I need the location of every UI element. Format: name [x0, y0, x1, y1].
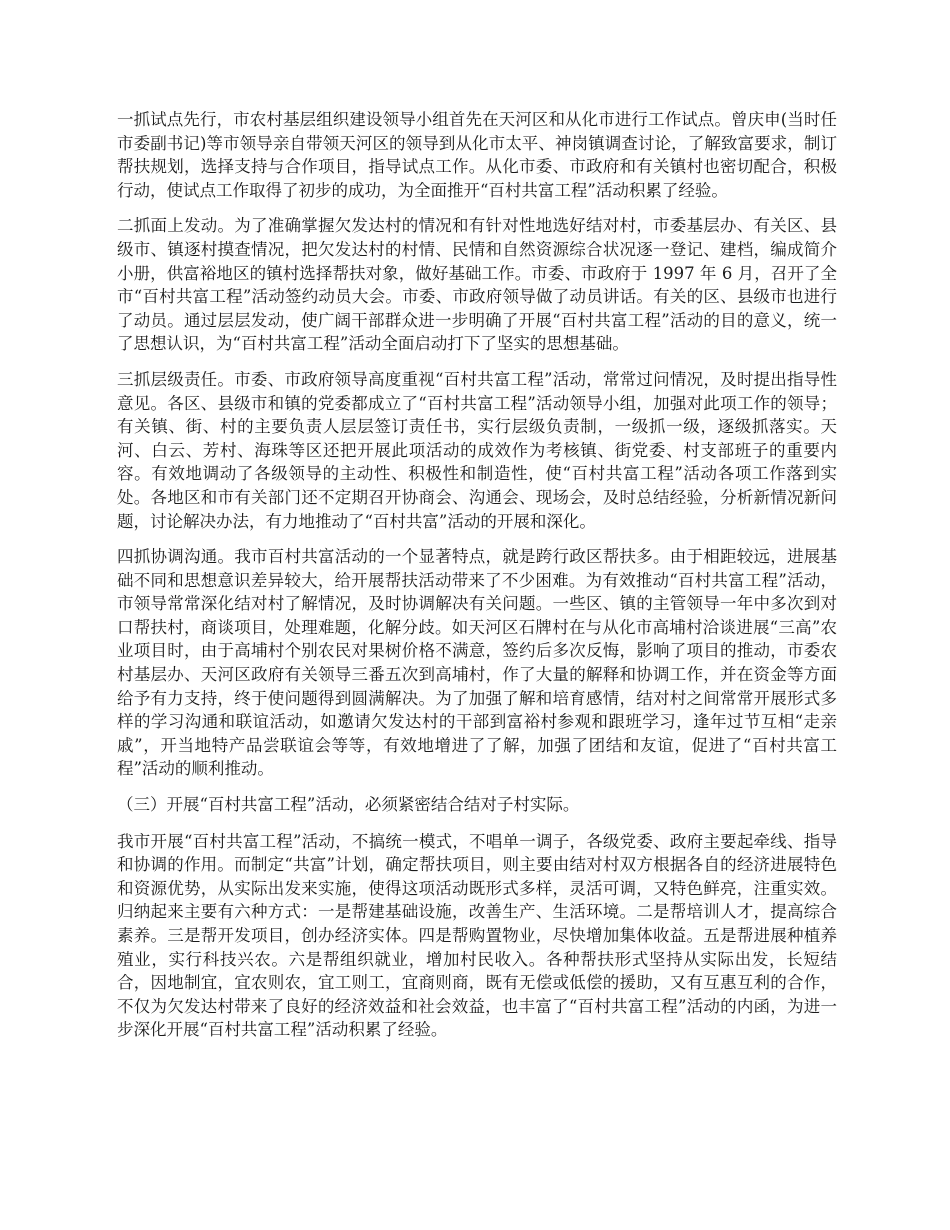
paragraph-responsibility: 三抓层级责任。市委、市政府领导高度重视“百村共富工程”活动，常常过问情况，及时提出指导性意见。各区、县级市和镇的党委都成立了“百村共富工程”活动领导小组，加强对此项工作的领导；有关镇、街、村的主要负责人层层签订责任书，实行层级负责制，一级抓一级，逐级抓落实。天河、白云、芳村、海珠等区还把开展此项活动的成效作为考核镇、街党委、村支部班子的重要内容。有效地调动了各级领导的主动性、积极性和制造性，使“百村共富工程”活动各项工作落到实处。各地区和市有关部门还不定期召开协商会、沟通会、现场会，及时总结经验，分析新情况新问题，讨论解决办法，有力地推动了“百村共富”活动的开展和深化。 — [117, 369, 837, 531]
paragraph-trial: 一抓试点先行，市农村基层组织建设领导小组首先在天河区和从化市进行工作试点。曾庆申(当时任市委副书记)等市领导亲自带领天河区的领导到从化市太平、神岗镇调查讨论，了解致富要求，制订帮扶规划，选择支持与合作项目，指导试点工作。从化市委、市政府和有关镇村也密切配合，积极行动，使试点工作取得了初步的成功，为全面推开“百村共富工程”活动积累了经验。 — [117, 110, 837, 200]
paragraph-practice: 我市开展“百村共富工程”活动，不搞统一模式，不唱单一调子，各级党委、政府主要起牵线、指导和协调的作用。而制定“共富”计划，确定帮扶项目，则主要由结对村双方根据各自的经济进展特色和资源优势，从实际出发来实施，使得这项活动既形式多样，灵活可调，又特色鲜亮，注重实效。归纳起来主要有六种方式：一是帮建基础设施，改善生产、生活环境。二是帮培训人才，提高综合素养。三是帮开发项目，创办经济实体。四是帮购置物业，尽快增加集体收益。五是帮进展种植养殖业，实行科技兴农。六是帮组织就业，增加村民收入。各种帮扶形式坚持从实际出发，长短结合，因地制宜，宜农则农，宜工则工，宜商则商，既有无偿或低偿的援助，又有互惠互利的合作，不仅为欠发达村带来了良好的经济效益和社会效益，也丰富了“百村共富工程”活动的内函，为进一步深化开展“百村共富工程”活动积累了经验。 — [117, 831, 837, 1040]
document-page — [117, 108, 837, 1054]
section-heading: （三）开展“百村共富工程”活动，必须紧密结合结对子村实际。 — [117, 795, 580, 815]
paragraph-coordination: 四抓协调沟通。我市百村共富活动的一个显著特点，就是跨行政区帮扶多。由于相距较远，进展基础不同和思想意识差异较大，给开展帮扶活动带来了不少困难。为有效推动“百村共富工程”活动，市领导常常深化结对村了解情况，及时协调解决有关问题。一些区、镇的主管领导一年中多次到对口帮扶村，商谈项目，处理难题，化解分歧。如天河区石牌村在与从化市高埔村洽谈进展“三高”农业项目时，由于高埔村个别农民对果树价格不满意，签约后多次反悔，影响了项目的推动，市委农村基层办、天河区政府有关领导三番五次到高埔村，作了大量的解释和协调工作，并在资金等方面给予有力支持，终于使问题得到圆满解决。为了加强了解和培育感情，结对村之间常常开展形式多样的学习沟通和联谊活动，如邀请欠发达村的干部到富裕村参观和跟班学习，逢年过节互相“走亲戚”，开当地特产品尝联谊会等等，有效地增进了了解，加强了团结和友谊，促进了“百村共富工程”活动的顺利推动。 — [117, 547, 837, 779]
paragraph-mobilization: 二抓面上发动。为了准确掌握欠发达村的情况和有针对性地选好结对村，市委基层办、有关区、县级市、镇逐村摸查情况，把欠发达村的村情、民情和自然资源综合状况逐一登记、建档，编成简介小册，供富裕地区的镇村选择帮扶对象，做好基础工作。市委、市政府于 1997 年 6 月，召开了全市“百村共富工程”活动签约动员大会。市委、市政府领导做了动员讲话。有关的区、县级市也进行了动员。通过层层发动，使广阔干部群众进一步明确了开展“百村共富工程”活动的目的意义，统一了思想认识，为“百村共富工程”活动全面启动打下了坚实的思想基础。 — [117, 216, 837, 354]
